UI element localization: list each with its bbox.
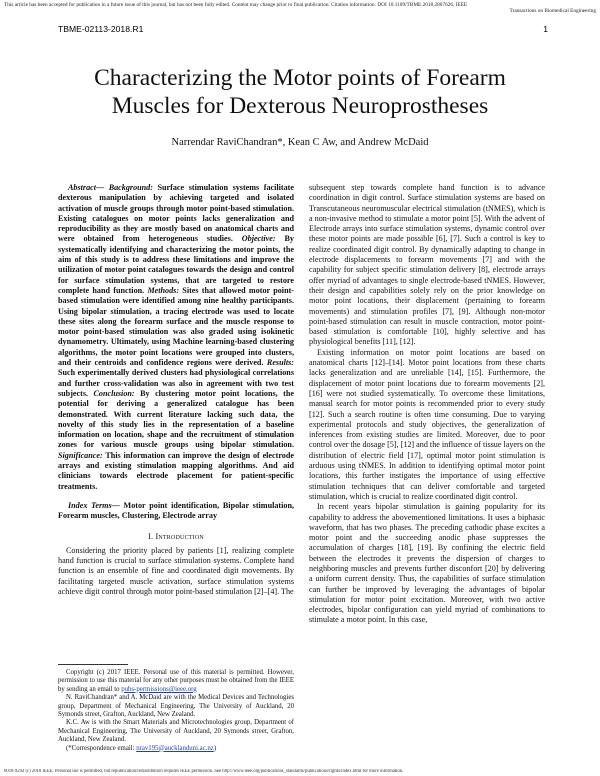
index-terms-label: Index Terms <box>68 500 112 510</box>
copyright-notice <box>58 669 294 694</box>
conclusion-label: Conclusion: <box>93 388 135 398</box>
copyright-footer: 0018-9294 (c) 2018 IEEE. Personal use is permitted, but republication/redistribution requires IEEE permission. See http://www.ieee.org/publications_standards/publications/rights/index.html for more information. <box>4 769 404 774</box>
correspondence <box>58 745 294 753</box>
index-terms-text: Motor point identification, Bipolar stimulation, Forearm muscles, Clustering, Electrode array <box>58 500 294 521</box>
right-paragraph-2: Existing information on motor point locations are based on anatomical charts [12]–[14]. Motor point locations from these charts lacks generalization and are unreliable [14], [15]. Furthermore, the displacement of motor point locations due to forearm movements [2], [16] were not studied systematically. To overcome these limitations, manual search for motor points is recommended prior to every study [12]. Such a search routine is often time consuming. Due to varying experimental protocols and study objectives, the generalization of inferences from existing studies are limited. Moreover, due to poor control over the dosage [5], [12] and the influence of tissue layers on the distribution of electric field [17], optimal motor point stimulation is arduous using tNMES. In addition to identifying optimal motor point locations, this further instigates the importance of using effective stimulation techniques that can deliver comfortable and targeted stimulation, which is crucial to realize coordinated digit control. <box>309 347 545 501</box>
manuscript-id: TBME-02113-2018.R1 <box>58 24 144 34</box>
conclusion-text: By clustering motor point locations, the potential for deriving a generalized catalogue has been demonstrated. With current literature lacking such data, the novelty of this study lies in the representation of a baseline information on location, shape and the recruitment of stimulation zones for various muscle groups using bipolar stimulation. <box>58 388 294 450</box>
section-heading-introduction: I. Introduction <box>148 531 204 541</box>
objective-label: Objective: <box>241 234 276 244</box>
correspondence-label: (*Correspondence email: <box>66 744 137 752</box>
methods-text: Sites that allowed motor point-based stimulation were identified among nine healthy participants. Using bipolar stimulation, a tracing electrode was used to locate these sites along the forearm surface and the muscle response to motor point-based stimulation was also graded using isokinetic dynamometry. Ultimately, using Machine learning-based clustering algorithms, the motor point locations were grouped into clusters, and their centroids and confidence regions were derived. <box>58 285 294 368</box>
permissions-email-link[interactable]: pubs-permissions@ieee.org <box>121 685 197 693</box>
correspondence-close: ) <box>213 744 217 752</box>
author-list: Narrendar RaviChandran*, Kean C Aw, and Andrew McDaid <box>171 137 429 148</box>
index-terms <box>58 501 294 522</box>
running-header <box>58 24 548 34</box>
results-label: Results: <box>266 358 294 368</box>
copyright-text: Copyright (c) 2017 IEEE. Personal use of this material is permitted. However, permission to use this material for any other purposes must be obtained from the IEEE by sending an email to <box>58 669 294 693</box>
right-column <box>309 183 545 626</box>
abstract-label: Abstract <box>68 183 96 192</box>
affiliation-1: N. RaviChandran* and A. McDaid are with the Medical Devices and Technologies group, Department of Mechanical Engineering, The University of Auckland, 20 Symonds street, Grafton, Auckland, New Zealand. <box>58 694 294 719</box>
significance-text: This information can improve the design of electrode arrays and existing stimulation mapping algorithms. And aid clinicians towards electrode placement for patient-specific treatments. <box>58 450 294 491</box>
correspondence-email-link[interactable]: nrav195@aucklanduni.ac.nz <box>136 744 214 752</box>
right-paragraph-3: In recent years bipolar stimulation is gaining popularity for its capability to address the abovementioned limitations. It uses a biphasic waveform, that has two phases. The preceding cathodic phase excites a motor point and the succeeding anodic phase suppresses the accumulation of charges [18], [19]. By confining the electric field between the electrodes it prevents the dispersion of charges to neighboring muscles and prevents further disconfort [20] by delivering a uniform current density. Thus, the capabilities of surface stimulation can further be improved by leveraging the advantages of bipolar stimulation for motor point excitation. Moreover, with two active electrodes, bipolar configuration can yield myriad of combinations to stimulate a motor point. In this case, <box>309 502 545 625</box>
left-column <box>58 183 294 597</box>
footnote-rule <box>58 664 128 665</box>
objective-text: By systematically identifying and characterizing the motor points, the aim of this study is to address these limitations and improve the utilization of motor point catalogues towards the design and control for surface stimulation systems, that are targeted to restore complete hand function. <box>58 234 294 295</box>
banner-line-2: Transactions on Biomedical Engineering <box>509 8 596 15</box>
abstract <box>58 183 294 492</box>
results-text: Such experimentally derived clusters had physiological correlations and further cross-validation was also in agreement with two test subjects. <box>58 368 294 398</box>
significance-label: Significance: <box>58 450 103 460</box>
paper-title: Characterizing the Motor points of Forearm Muscles for Dexterous Neuroprostheses <box>94 65 506 119</box>
background-label: Background: <box>108 183 153 192</box>
journal-banner <box>4 2 596 15</box>
right-paragraph-1: subsequent step towards complete hand function is to advance coordination in digit control. Surface stimulation systems are based on Transcutaneous neuromuscular electrical stimulation (tNMES), which is a non-invasive method to stimulate a motor point [5]. With the advent of Electrode arrays into surface stimulation systems, dynamic control over these motor points are made possible [6], [7]. Such a control is key to realize coordinated digit control. By dynamically adapting to change in electrode displacements to forearm movements [7] and with the capability for subject specific stimulation delivery [8], electrode arrays offer myriad of advantages to single electrode-based tNMES. However, their design and capabilities solely rely on the prior knowledge on motor point locations, their displacement (pertaining to forearm movements) and stimulation profiles [7], [9]. Although non-motor point-based stimulation can result in muscle contraction, motor point-based stimulation is comfortable [10], highly selective and has physiological benefits [11], [12]. <box>309 183 545 347</box>
page-number: 1 <box>543 24 548 34</box>
intro-paragraph-1: Considering the priority placed by patients [1], realizing complete hand function is crucial to surface stimulation systems. Complete hand function is an ensemble of fine and coordinated digit movements. By facilitating targeted muscle activation, surface stimulation systems achieve digit control through motor point-based stimulation [2]–[4]. The <box>58 545 294 596</box>
background-text: Surface stimulation systems facilitate dexterous manipulation by achieving targeted and isolated activation of muscle groups through motor point-based stimulation. Existing catalogues on motor points lacks generalization and reproducibility as they are mostly based on anatomical charts and were obtained from heterogeneous studies. <box>58 183 294 244</box>
affiliation-2: K.C. Aw is with the Smart Materials and Microtechnologies group, Department of Mechanical Engineering, The University of Auckland, 20 Symonds street, Grafton, Auckland, New Zealand. <box>58 719 294 744</box>
methods-label: Methods: <box>147 285 180 295</box>
index-terms-dash: — <box>111 500 124 510</box>
abstract-dash: — <box>96 183 109 192</box>
footnote-block <box>58 664 294 753</box>
banner-line-1: This article has been accepted for publication in a future issue of this journal, but has not been fully edited. Content may change prior to final publication. Citation information: DOI 10.1109/TBME.2018.2807626, IEEE <box>4 2 468 8</box>
